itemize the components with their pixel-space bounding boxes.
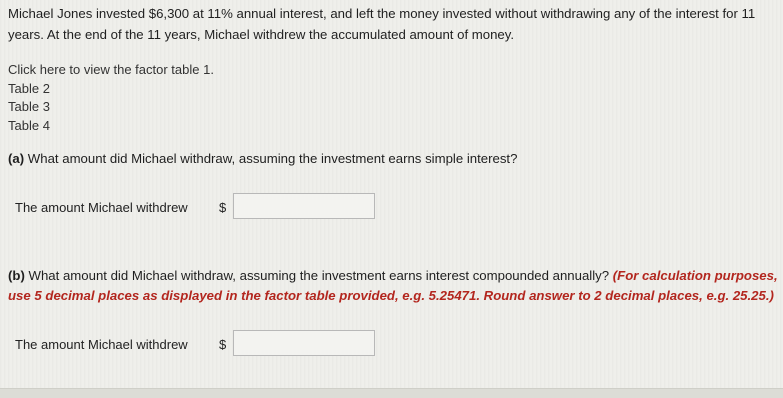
answer-a-input[interactable] (233, 193, 375, 219)
answer-row-a (15, 193, 415, 223)
answer-a-label: The amount Michael withdrew (15, 200, 188, 215)
factor-table-1-link[interactable]: Click here to view the factor table 1. (8, 62, 214, 77)
part-a-question-text: What amount did Michael withdraw, assuming the investment earns simple interest? (24, 151, 518, 166)
answer-b-label: The amount Michael withdrew (15, 337, 188, 352)
answer-b-input[interactable] (233, 330, 375, 356)
part-b-calculation-note: (For calculation purposes, use 5 decimal places as displayed in the factor table provided, e.g. 5.25471. Round answer to 2 decimal places, e.g. 25.25.) (8, 268, 778, 303)
factor-table-2-link[interactable]: Table 2 (8, 81, 50, 96)
problem-statement: Michael Jones invested $6,300 at 11% annual interest, and left the money invested without withdrawing any of the interest for 11 years. At the end of the 11 years, Michael withdrew the accumulated amount of money. (8, 6, 756, 42)
question-b (8, 266, 780, 306)
answer-b-currency: $ (219, 337, 227, 352)
question-a (8, 149, 517, 169)
part-a-label: (a) (8, 151, 25, 166)
factor-table-4-link[interactable]: Table 4 (8, 118, 50, 133)
bottom-divider (0, 388, 783, 398)
factor-table-3-link[interactable]: Table 3 (8, 99, 50, 114)
answer-row-b (15, 330, 415, 360)
part-b-question-text: What amount did Michael withdraw, assuming the investment earns interest compounded annually? (24, 268, 613, 283)
part-b-label: (b) (8, 268, 25, 283)
answer-a-currency: $ (219, 200, 227, 215)
